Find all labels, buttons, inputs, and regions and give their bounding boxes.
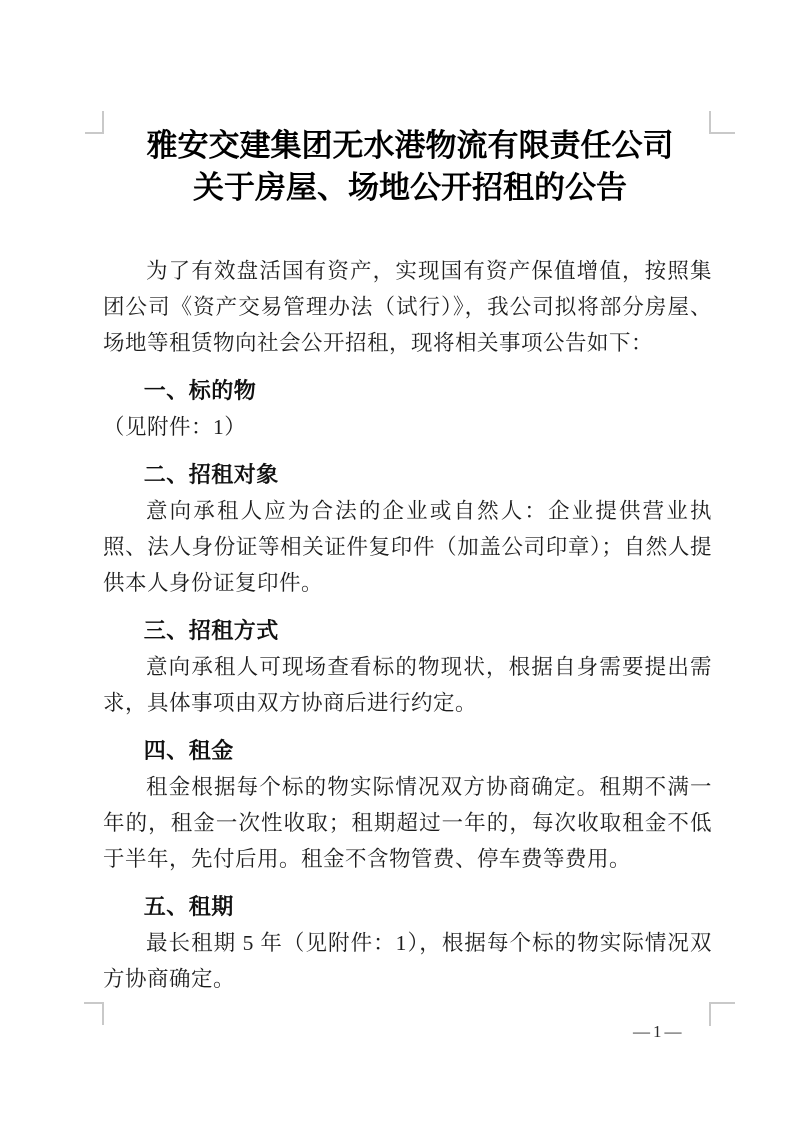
section-1-heading: 一、标的物 bbox=[143, 378, 257, 403]
section-2-body: 意向承租人应为合法的企业或自然人：企业提供营业执照、法人身份证等相关证件复印件（加盖公司印章）；自然人提供本人身份证复印件。 bbox=[103, 499, 712, 595]
page-number: —1— bbox=[633, 1022, 685, 1041]
document-title bbox=[85, 125, 735, 209]
section-1-body: （见附件：1） bbox=[103, 415, 247, 439]
section-2-heading: 二、招租对象 bbox=[143, 462, 279, 487]
crop-mark-bottom-right-icon bbox=[709, 1002, 735, 1026]
section-5-body: 最长租期 5 年（见附件：1），根据每个标的物实际情况双方协商确定。 bbox=[103, 931, 712, 991]
document-body bbox=[103, 253, 712, 997]
section-4-heading: 四、租金 bbox=[143, 738, 234, 763]
intro-paragraph: 为了有效盘活国有资产，实现国有资产保值增值，按照集团公司《资产交易管理办法（试行）》，我公司拟将部分房屋、场地等租赁物向社会公开招租，现将相关事项公告如下： bbox=[103, 259, 712, 355]
section-4-body: 租金根据每个标的物实际情况双方协商确定。租期不满一年的，租金一次性收取；租期超过一年的，每次收取租金不低于半年，先付后用。租金不含物管费、停车费等费用。 bbox=[103, 775, 712, 871]
section-3-heading: 三、招租方式 bbox=[143, 618, 279, 643]
title-line-2: 关于房屋、场地公开招租的公告 bbox=[193, 170, 627, 205]
section-3-body: 意向承租人可现场查看标的物现状，根据自身需要提出需求，具体事项由双方协商后进行约定。 bbox=[103, 655, 712, 715]
title-line-1: 雅安交建集团无水港物流有限责任公司 bbox=[146, 128, 674, 163]
crop-mark-bottom-left-icon bbox=[84, 1002, 104, 1025]
section-5-heading: 五、租期 bbox=[143, 894, 234, 919]
